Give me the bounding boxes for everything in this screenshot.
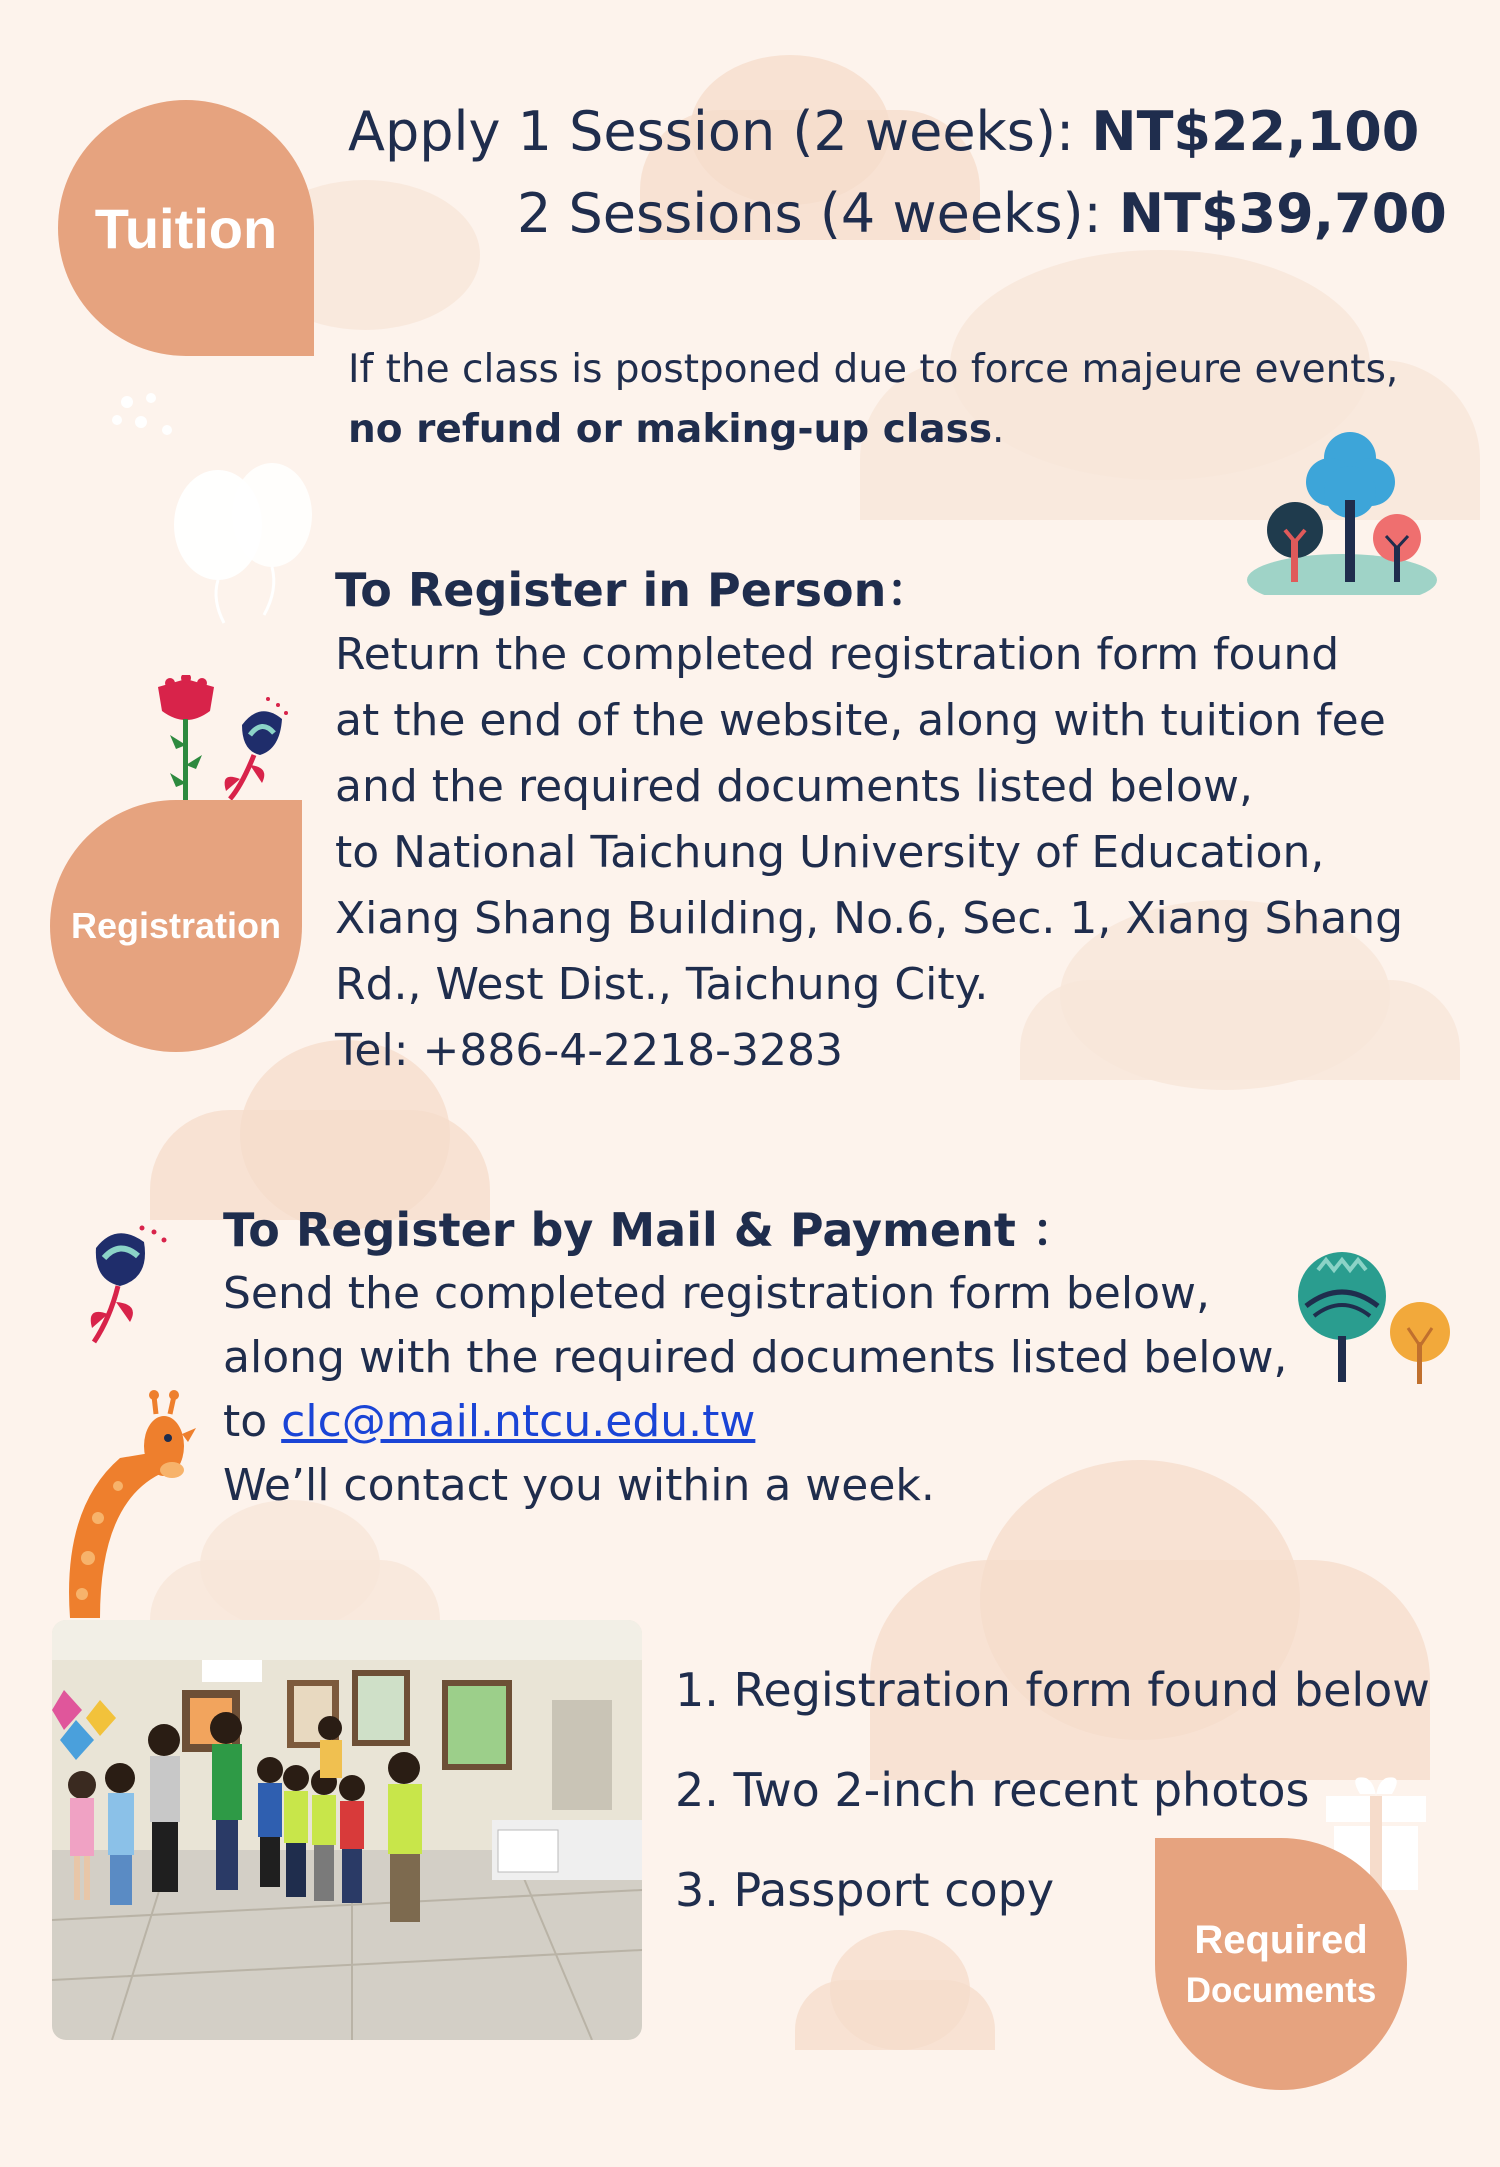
required-badge-line-1: Required [1194, 1918, 1368, 1963]
register-by-mail-line: along with the required documents listed below, [223, 1332, 1288, 1383]
register-by-mail-line: We’ll contact you within a week. [223, 1460, 935, 1511]
tuition-price-1: NT$22,100 [1091, 100, 1420, 163]
register-by-mail-section [223, 1198, 1363, 1518]
register-in-person-heading: To Register in Person： [335, 563, 933, 617]
note-bold: no refund or making-up class [348, 407, 993, 452]
background-cloud [795, 1980, 995, 2050]
list-item: 1. Registration form found below [675, 1663, 1430, 1717]
tuition-price-2: NT$39,700 [1118, 182, 1447, 245]
flower-icon [82, 1222, 177, 1347]
dots-decoration [105, 392, 185, 452]
note-end: . [992, 407, 1005, 452]
list-item: 2. Two 2-inch recent photos [675, 1763, 1310, 1817]
tuition-line-1-prefix: Apply 1 Session (2 weeks): [348, 100, 1092, 163]
register-in-person-tel: Tel: +886-4-2218-3283 [335, 1025, 843, 1076]
required-documents-badge [1155, 1838, 1407, 2090]
balloon-icon [160, 455, 320, 625]
register-in-person-line: at the end of the website, along with tuition fee [335, 695, 1386, 746]
required-badge-line-2: Documents [1185, 1971, 1377, 2011]
giraffe-icon [60, 1388, 200, 1618]
email-link[interactable]: clc@mail.ntcu.edu.tw [281, 1396, 756, 1447]
register-in-person-line: Return the completed registration form found [335, 629, 1340, 680]
tuition-badge-label: Tuition [94, 196, 278, 260]
tuition-line-1 [348, 100, 1419, 163]
list-item: 3. Passport copy [675, 1863, 1055, 1917]
register-by-mail-email-line [223, 1390, 1363, 1454]
registration-badge-label: Registration [70, 905, 282, 946]
register-in-person-section [335, 558, 1465, 1084]
flowers-icon [150, 675, 295, 805]
register-by-mail-heading: To Register by Mail & Payment ： [223, 1203, 1078, 1257]
tuition-line-2 [517, 182, 1447, 245]
email-prefix: to [223, 1396, 282, 1447]
tuition-line-2-prefix: 2 Sessions (4 weeks): [517, 182, 1119, 245]
classroom-photo [52, 1620, 642, 2040]
register-in-person-line: and the required documents listed below, [335, 761, 1253, 812]
register-in-person-line: Rd., West Dist., Taichung City. [335, 959, 989, 1010]
registration-badge [50, 800, 302, 1052]
note-text: If the class is postponed due to force majeure events, [348, 347, 1399, 392]
register-in-person-line: Xiang Shang Building, No.6, Sec. 1, Xiang Shang [335, 893, 1404, 944]
register-by-mail-line: Send the completed registration form below, [223, 1268, 1210, 1319]
register-in-person-line: to National Taichung University of Education, [335, 827, 1325, 878]
tuition-badge [58, 100, 314, 356]
